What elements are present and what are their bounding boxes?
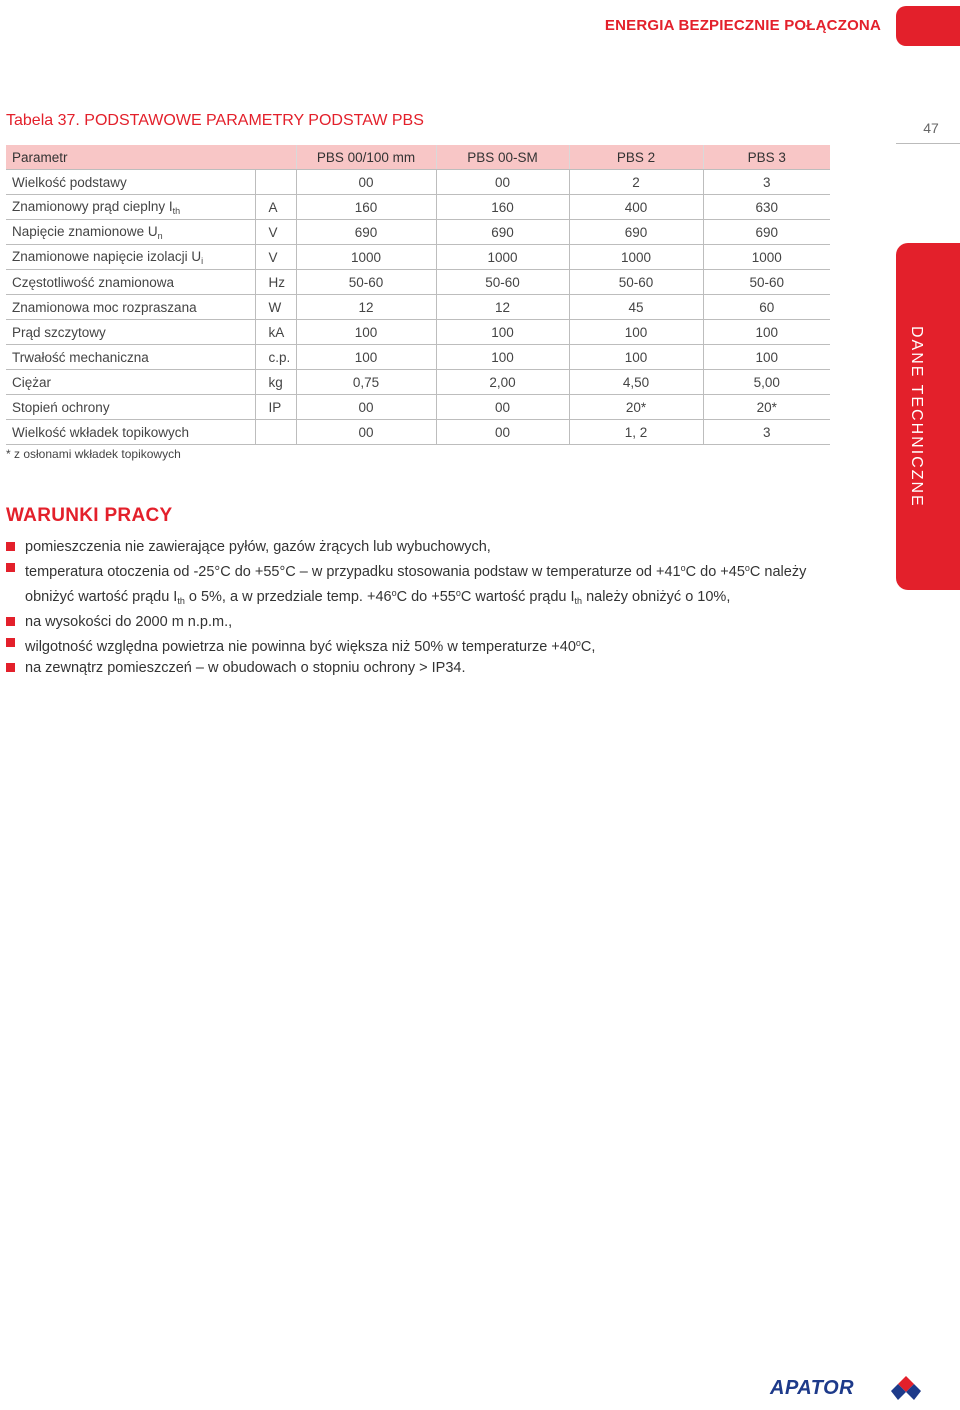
row-value: 1000 [703,245,830,270]
row-value: 12 [296,295,436,320]
list-item: wilgotność względna powietrza nie powinna być większa niż 50% w temperaturze $+40^oC$, [6,633,836,658]
row-value: 20* [569,395,703,420]
row-unit: kg [255,370,296,395]
row-unit: W [255,295,296,320]
row-value: 1000 [436,245,569,270]
table-row [6,245,830,270]
row-value: 60 [703,295,830,320]
square-bullet-icon [6,563,15,572]
row-value: 2,00 [436,370,569,395]
row-unit: kA [255,320,296,345]
row-value: 690 [703,220,830,245]
table-row [6,170,830,195]
row-value: 100 [703,320,830,345]
brand-tagline: ENERGIA BEZPIECZNIE POŁĄCZONA [604,17,881,34]
square-bullet-icon [6,663,15,672]
column-header-pbs00-100: PBS 00/100 mm [296,145,436,170]
row-value: 1, 2 [569,420,703,445]
list-item: pomieszczenia nie zawierające pyłów, gazów żrących lub wybuchowych, [6,537,836,558]
section-title-conditions: WARUNKI PRACY [6,505,173,526]
row-value: 4,50 [569,370,703,395]
table-row [6,370,830,395]
row-value: 3 [703,170,830,195]
row-parameter-name: Napięcie znamionowe $U_n$ [6,220,255,245]
row-value: 00 [296,395,436,420]
table-row [6,345,830,370]
parameters-table [6,145,830,445]
row-value: 45 [569,295,703,320]
row-value: 100 [296,345,436,370]
table-row [6,220,830,245]
row-value: 160 [436,195,569,220]
row-value: 100 [703,345,830,370]
list-item: temperatura otoczenia od -25°C do +55°C – w przypadku stosowania podstaw w temperaturze od $+41^oC$ do $+45^oC$ należy obniżyć wartość prądu $I_{th}$ o 5%, a w przedziale temp. $+46^oC$ do $+55^oC$ wartość prądu $I_{th}$ należy obniżyć o 10%, [6,558,836,612]
row-parameter-name: Znamionowe napięcie izolacji $U_i$ [6,245,255,270]
row-unit: V [255,220,296,245]
logo-wordmark: APATOR [770,1377,855,1399]
row-value: 0,75 [296,370,436,395]
row-unit: V [255,245,296,270]
row-unit: Hz [255,270,296,295]
row-value: 3 [703,420,830,445]
row-value: 00 [296,170,436,195]
row-parameter-name: Znamionowy prąd cieplny $I_{th}$ [6,195,255,220]
apator-logo [770,1374,930,1406]
table-row [6,270,830,295]
side-section-label: DANE TECHNICZNE [908,325,925,508]
row-parameter-name: Wielkość wkładek topikowych [6,420,255,445]
row-value: 100 [296,320,436,345]
row-value: 400 [569,195,703,220]
row-parameter-name: Trwałość mechaniczna [6,345,255,370]
row-value: 100 [436,345,569,370]
top-red-tab [896,6,960,46]
square-bullet-icon [6,617,15,626]
row-value: 00 [436,395,569,420]
table-title: Tabela 37. PODSTAWOWE PARAMETRY PODSTAW PBS [6,112,424,129]
column-header-parameter: Parametr [6,145,296,170]
row-unit [255,420,296,445]
row-value: 00 [436,420,569,445]
row-value: 50-60 [703,270,830,295]
row-value: 1000 [296,245,436,270]
row-value: 100 [569,320,703,345]
page-number-rule [896,143,960,144]
square-bullet-icon [6,542,15,551]
row-value: 690 [436,220,569,245]
row-value: 2 [569,170,703,195]
row-value: 20* [703,395,830,420]
row-unit [255,170,296,195]
page-number: 47 [923,120,939,136]
row-value: 630 [703,195,830,220]
row-parameter-name: Wielkość podstawy [6,170,255,195]
row-value: 00 [436,170,569,195]
table-row [6,395,830,420]
row-value: 5,00 [703,370,830,395]
row-value: 12 [436,295,569,320]
row-unit: A [255,195,296,220]
row-parameter-name: Znamionowa moc rozpraszana [6,295,255,320]
row-value: 160 [296,195,436,220]
conditions-list [6,537,836,679]
list-item: na wysokości do 2000 m n.p.m., [6,612,836,633]
row-value: 690 [569,220,703,245]
row-parameter-name: Prąd szczytowy [6,320,255,345]
square-bullet-icon [6,638,15,647]
row-value: 1000 [569,245,703,270]
row-unit: c.p. [255,345,296,370]
row-value: 00 [296,420,436,445]
list-item: na zewnątrz pomieszczeń – w obudowach o stopniu ochrony > IP34. [6,658,836,679]
row-parameter-name: Częstotliwość znamionowa [6,270,255,295]
table-row [6,420,830,445]
diamond-logo-icon [890,1374,922,1406]
row-value: 690 [296,220,436,245]
row-value: 50-60 [436,270,569,295]
row-value: 50-60 [569,270,703,295]
row-value: 100 [569,345,703,370]
table-row [6,320,830,345]
table-row [6,295,830,320]
row-value: 50-60 [296,270,436,295]
row-parameter-name: Ciężar [6,370,255,395]
column-header-pbs3: PBS 3 [703,145,830,170]
table-footnote: * z osłonami wkładek topikowych [6,447,181,461]
column-header-pbs00-sm: PBS 00-SM [436,145,569,170]
table-header-row [6,145,830,170]
row-value: 100 [436,320,569,345]
column-header-pbs2: PBS 2 [569,145,703,170]
row-unit: IP [255,395,296,420]
table-row [6,195,830,220]
row-parameter-name: Stopień ochrony [6,395,255,420]
